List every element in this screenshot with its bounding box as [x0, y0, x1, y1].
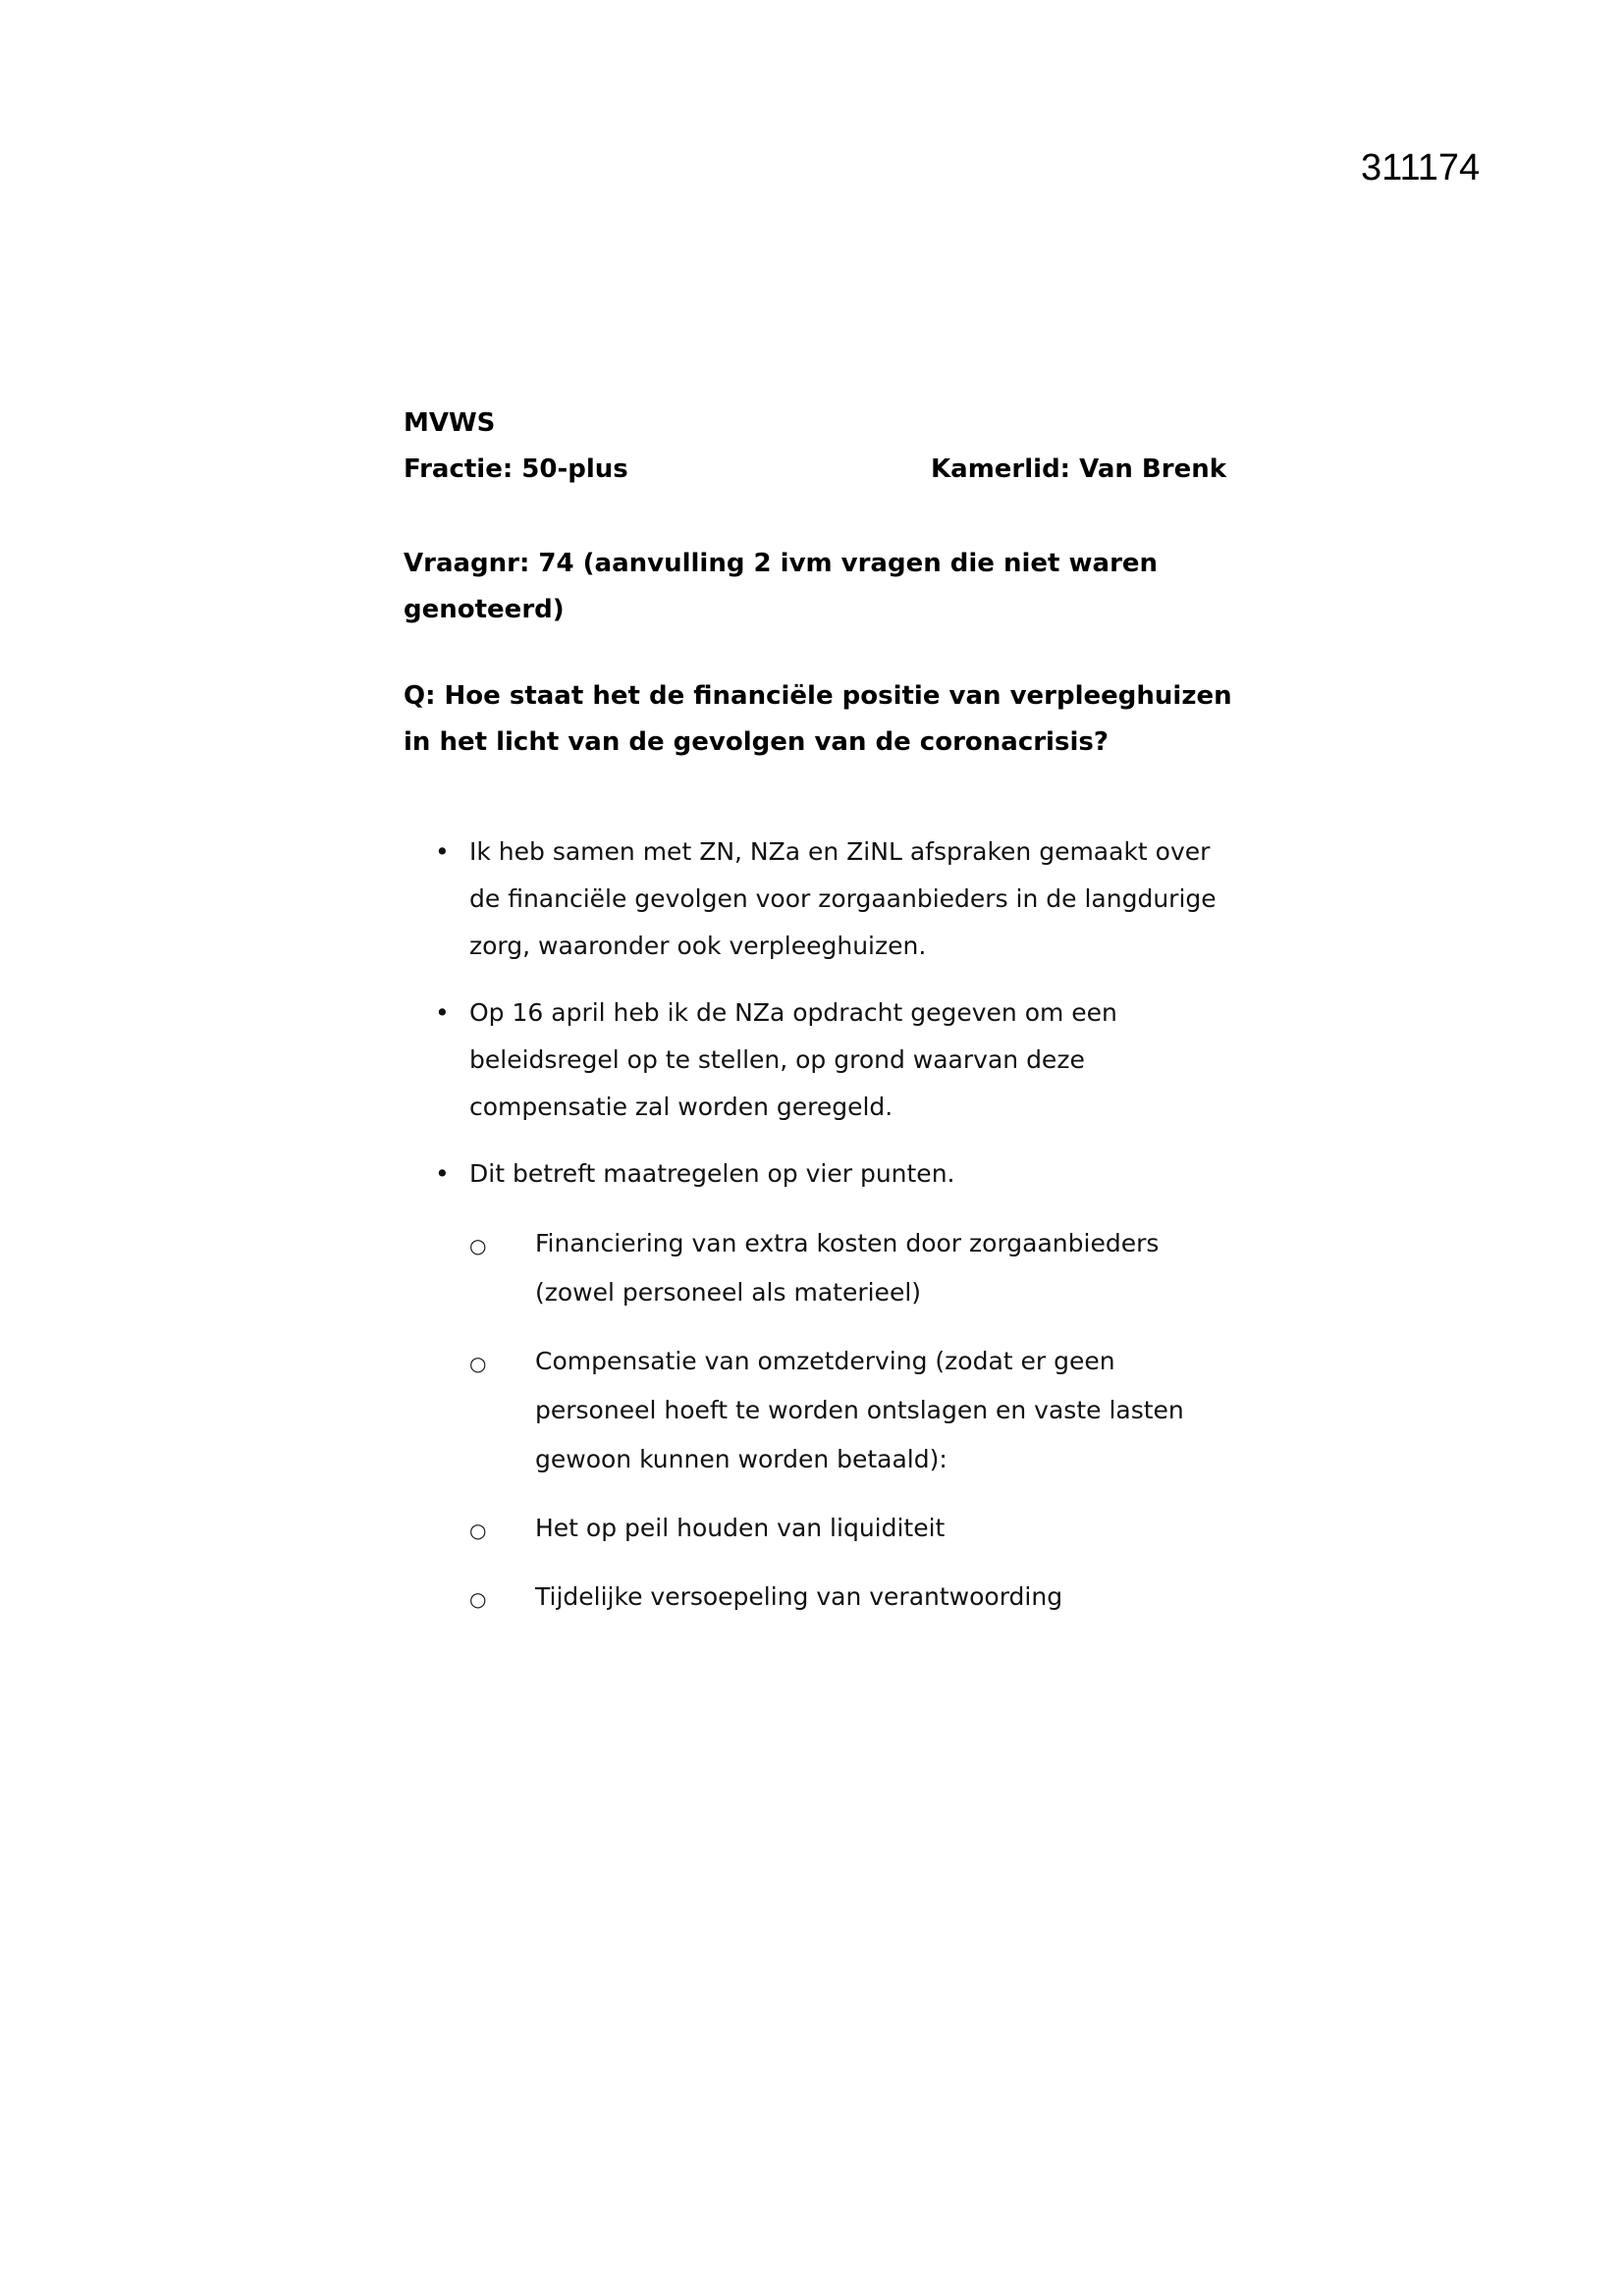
bullet-icon: • [435, 998, 450, 1027]
answer-text: Op 16 april heb ik de NZa opdracht gegeven om een beleidsregel op te stellen, op grond waarvan deze compensatie zal worden geregeld. [469, 998, 1117, 1121]
fractie-label: Fractie: 50-plus [404, 454, 628, 484]
circle-bullet-icon: ○ [469, 1587, 487, 1611]
answer-list [404, 828, 1238, 1622]
answer-text: Ik heb samen met ZN, NZa en ZiNL afspraken gemaakt over de financiële gevolgen voor zorgaanbieders in de langdurige zorg, waaronder ook verpleeghuizen. [469, 837, 1217, 960]
sub-list-item [469, 1219, 1238, 1317]
sub-point-text: Tijdelijke versoepeling van verantwoording [535, 1582, 1063, 1611]
sub-point-text: Compensatie van omzetderving (zodat er geen personeel hoeft te worden ontslagen en vaste lasten gewoon kunnen worden betaald): [535, 1347, 1184, 1473]
sub-point-text: Financiering van extra kosten door zorgaanbieders (zowel personeel als materieel) [535, 1229, 1160, 1307]
list-item [404, 989, 1238, 1131]
committee-label: MVWS [404, 408, 496, 438]
kamerlid-label: Kamerlid: Van Brenk [931, 454, 1227, 484]
list-item [404, 828, 1238, 970]
circle-bullet-icon: ○ [469, 1352, 487, 1375]
bullet-icon: • [435, 837, 450, 866]
list-item [404, 1150, 1238, 1622]
sub-point-text: Het op peil houden van liquiditeit [535, 1514, 946, 1542]
circle-bullet-icon: ○ [469, 1519, 487, 1542]
question-number: Vraagnr: 74 (aanvulling 2 ivm vragen die niet waren genoteerd) [404, 549, 1159, 624]
sub-list-item [469, 1504, 1238, 1553]
answer-text: Dit betreft maatregelen op vier punten. [469, 1159, 955, 1188]
bullet-icon: • [435, 1159, 450, 1188]
meta-row [404, 447, 1238, 493]
sub-list-item [469, 1337, 1238, 1484]
document-body [404, 400, 1238, 1641]
sub-point-list [469, 1219, 1238, 1622]
sub-list-item [469, 1573, 1238, 1622]
question-text: Q: Hoe staat het de financiële positie van verpleeghuizen in het licht van de gevolgen van de coronacrisis? [404, 681, 1232, 757]
document-number: 311174 [1361, 147, 1481, 188]
circle-bullet-icon: ○ [469, 1234, 487, 1257]
